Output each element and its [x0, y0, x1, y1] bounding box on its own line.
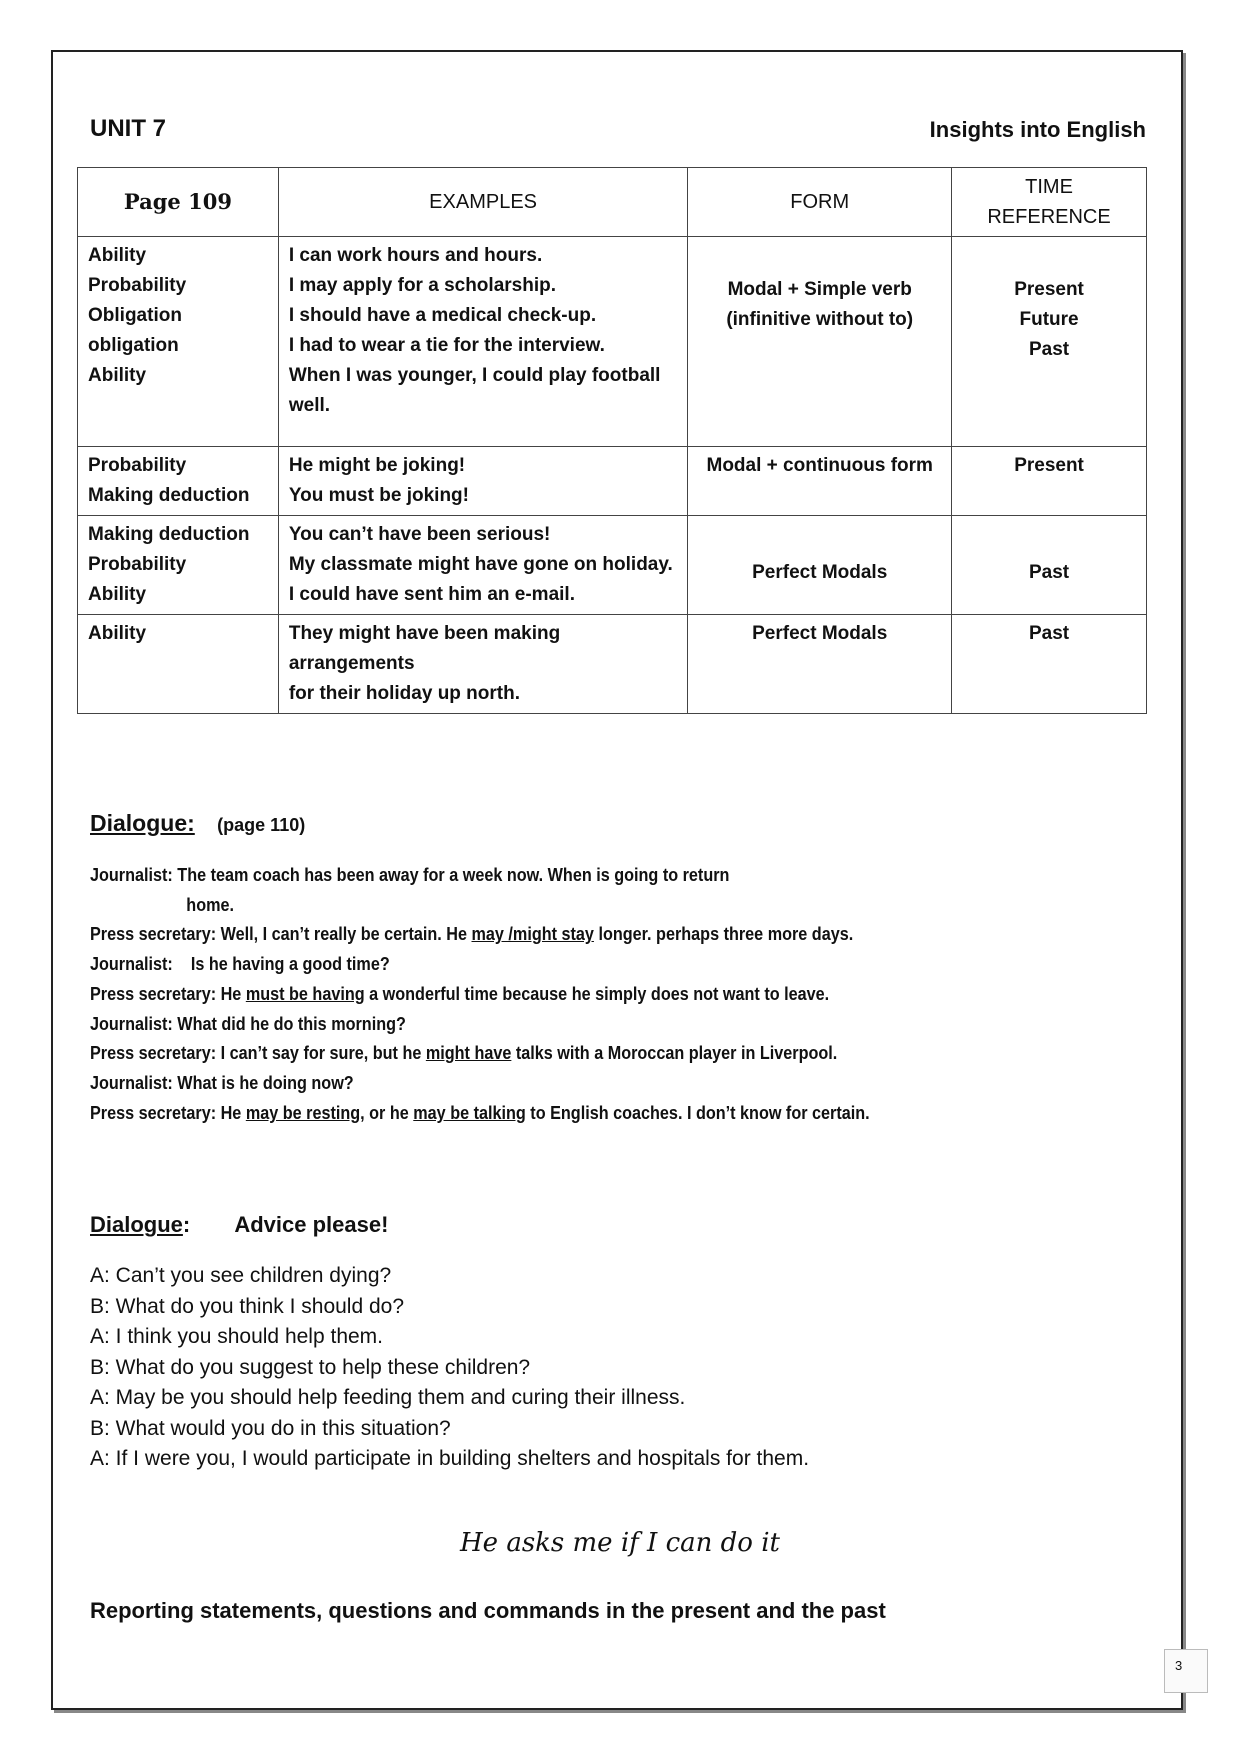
section-subtitle: Reporting statements, questions and commands in the present and the past [90, 1598, 886, 1623]
dialogue-text: home. [186, 894, 235, 915]
examples-cell [278, 237, 688, 447]
form-cell [688, 615, 952, 714]
dialogue-line [90, 1039, 1026, 1069]
advice-heading-colon: : [182, 1212, 191, 1237]
form-label: Modal + Simple verb [727, 279, 912, 300]
modals-table [77, 167, 1147, 714]
dialogue-text: Press secretary: He [90, 983, 246, 1004]
function-label: Making deduction [88, 485, 250, 506]
dialogue-line [90, 1010, 1026, 1040]
function-label: Probability [88, 554, 187, 575]
advice-heading-label: Dialogue [90, 1212, 183, 1237]
time-label: Present [1014, 279, 1084, 300]
dialogue-line [90, 861, 1026, 891]
dialogue-text: Journalist: The team coach has been away for a week now. When is going to return [90, 865, 730, 885]
modal-underlined: must be having [245, 983, 365, 1004]
time-label: Past [1028, 623, 1070, 644]
form-label: Perfect Modals [752, 623, 888, 644]
dialogue-text: Journalist: What is he doing now? [90, 1072, 354, 1093]
form-cell [688, 516, 952, 615]
time-cell [952, 615, 1147, 714]
example-sentence: for their holiday up north. [288, 683, 520, 704]
modal-underlined: may be talking [413, 1102, 526, 1123]
dialogue-text: Journalist: What did he do this morning? [90, 1013, 406, 1034]
column-header: EXAMPLES [278, 168, 688, 237]
page-number: 3 [1164, 1649, 1208, 1693]
dialogue-text: talks with a Moroccan player in Liverpool. [511, 1043, 838, 1064]
example-sentence: He might be joking! [288, 455, 466, 476]
dialogue-text: Press secretary: He [90, 1102, 246, 1123]
example-sentence: I may apply for a scholarship. [288, 275, 556, 296]
dialogue-line: B: What do you suggest to help these children? [90, 1355, 531, 1379]
form-label: Modal + continuous form [706, 455, 933, 476]
time-label: Future [1019, 309, 1079, 330]
column-header: FORM [688, 168, 952, 237]
dialogue-line [90, 1099, 1026, 1129]
modal-underlined: might have [425, 1043, 512, 1064]
book-title: Insights into English [929, 117, 1146, 142]
dialogue-text: a wonderful time because he simply does not want to leave. [364, 983, 830, 1004]
table-row [78, 237, 1147, 447]
dialogue-line: A: May be you should help feeding them and curing their illness. [90, 1386, 686, 1409]
dialogue-heading-label: Dialogue: [90, 810, 195, 836]
time-cell [952, 516, 1147, 615]
section-title: He asks me if I can do it [460, 1528, 780, 1558]
example-sentence: I had to wear a tie for the interview. [288, 335, 605, 356]
function-label: Ability [88, 365, 147, 386]
table-row [78, 447, 1147, 516]
dialogue-line: A: If I were you, I would participate in building shelters and hospitals for them. [90, 1447, 810, 1470]
dialogue-text: Press secretary: Well, I can’t really be certain. He [90, 924, 472, 945]
function-label: Probability [88, 275, 187, 296]
form-label: (infinitive without to) [726, 309, 914, 330]
function-cell [78, 237, 279, 447]
dialogue-line: B: What do you think I should do? [90, 1294, 405, 1318]
dialogue-line [90, 950, 1026, 980]
function-label: Ability [88, 245, 147, 266]
table-header-row [78, 168, 1147, 237]
dialogue-text: Journalist: Is he having a good time? [90, 954, 390, 975]
advice-dialogue-heading [90, 1212, 388, 1238]
function-cell [78, 615, 279, 714]
unit-label: UNIT 7 [90, 115, 167, 142]
time-label: Present [1014, 455, 1084, 476]
example-sentence: You can’t have been serious! [288, 524, 551, 545]
dialogue-line [90, 920, 1026, 950]
example-sentence: When I was younger, I could play football [288, 365, 661, 386]
example-sentence: I could have sent him an e-mail. [288, 584, 575, 605]
function-cell [78, 447, 279, 516]
column-header: Page 109 [78, 168, 279, 237]
time-label: Past [1028, 562, 1070, 583]
dialogue-text: Press secretary: I can’t say for sure, but he [90, 1043, 426, 1064]
table-row [78, 516, 1147, 615]
dialogue-line [90, 1069, 1026, 1099]
modal-underlined: may be resting [245, 1102, 361, 1123]
function-label: Probability [88, 455, 187, 476]
modal-underlined: may /might stay [471, 924, 594, 945]
dialogue-heading [90, 810, 305, 837]
example-sentence: I should have a medical check-up. [288, 305, 597, 326]
example-sentence: You must be joking! [288, 485, 469, 506]
examples-cell [278, 447, 688, 516]
column-header: TIME REFERENCE [952, 168, 1147, 237]
advice-dialogue [90, 1261, 809, 1475]
example-sentence: well. [288, 395, 331, 416]
time-label: Past [1028, 339, 1070, 360]
dialogue-line [90, 980, 1026, 1010]
dialogue-line [90, 891, 1026, 921]
form-label: Perfect Modals [752, 562, 888, 583]
function-label: obligation [88, 335, 179, 356]
function-label: Ability [88, 584, 147, 605]
time-cell [952, 447, 1147, 516]
dialogue-text: longer. perhaps three more days. [593, 924, 854, 945]
dialogue-line: A: I think you should help them. [90, 1325, 384, 1348]
example-sentence: I can work hours and hours. [288, 245, 543, 266]
examples-cell [278, 516, 688, 615]
dialogue-line: B: What would you do in this situation? [90, 1416, 451, 1440]
function-label: Obligation [88, 305, 182, 326]
examples-cell [278, 615, 688, 714]
example-sentence: They might have been making arrangements [288, 623, 561, 674]
dialogue-text: to English coaches. I don’t know for certain. [525, 1102, 870, 1123]
example-sentence: My classmate might have gone on holiday. [288, 554, 673, 575]
advice-title: Advice please! [234, 1212, 389, 1237]
dialogue-page-ref: (page 110) [217, 815, 306, 835]
dialogue-line: A: Can’t you see children dying? [90, 1264, 392, 1287]
dialogue-text: , or he [360, 1102, 414, 1123]
function-label: Ability [88, 623, 147, 644]
form-cell [688, 237, 952, 447]
time-cell [952, 237, 1147, 447]
form-cell [688, 447, 952, 516]
function-label: Making deduction [88, 524, 250, 545]
table-row [78, 615, 1147, 714]
dialogue-press [90, 861, 1026, 1128]
function-cell [78, 516, 279, 615]
